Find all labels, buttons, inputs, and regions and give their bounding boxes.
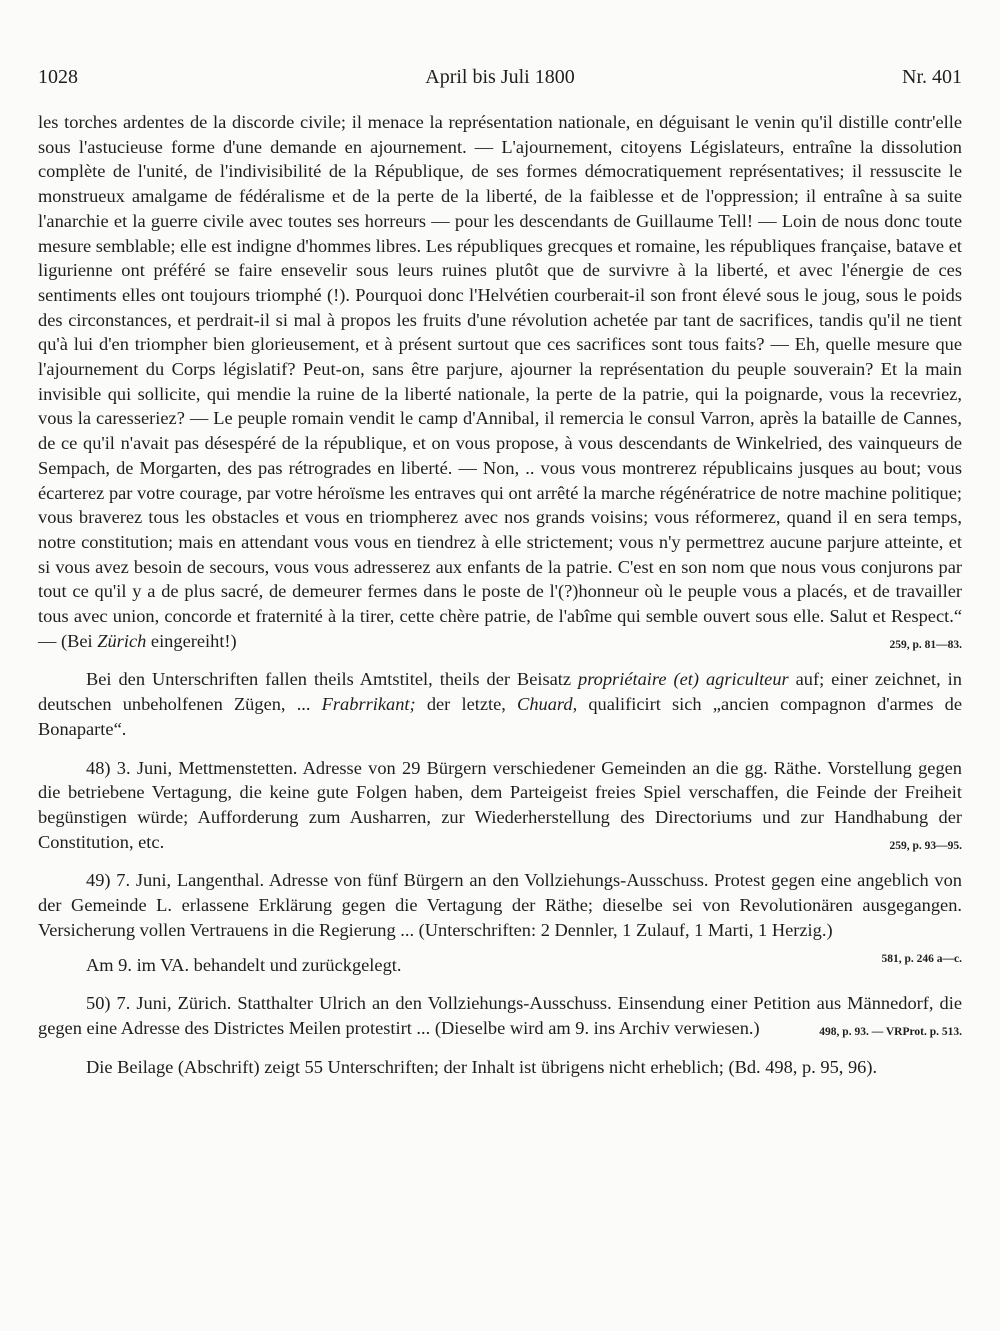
- paragraph-text-end: eingereiht!): [146, 630, 237, 651]
- source-reference: 498, p. 93. — VRProt. p. 513.: [819, 1025, 962, 1038]
- source-reference: 259, p. 81—83.: [889, 638, 962, 651]
- source-reference: 259, p. 93—95.: [889, 839, 962, 852]
- paragraph-text: der letzte,: [415, 694, 518, 715]
- note-text: Die Beilage (Abschrift) zeigt 55 Unterschriften; der Inhalt ist übrigens nicht erheblich; (Bd. 498, p. 95, 96).: [86, 1056, 878, 1077]
- entry-text: 48) 3. Juni, Mettmenstetten. Adresse von 29 Bürgern verschiedener Gemeinden an die gg. Räthe. Vorstellung gegen die betriebene Vertagung, die keine gute Folgen haben, dem Parteigeist freies Spiel verschaffen, die Feinde der Freiheit begünstigen würde; Aufforderung zum Ausharren, zur Wiederherstellung des Directoriums und zur Handhabung der Constitution, etc.: [38, 757, 962, 852]
- place-name: Zürich: [97, 630, 147, 651]
- running-header: [38, 66, 962, 94]
- page-number: 1028: [38, 66, 78, 88]
- note-text: Am 9. im VA. behandelt und zurückgelegt.: [86, 954, 402, 975]
- emphasis-text: Frabrrikant;: [321, 694, 416, 715]
- running-title: April bis Juli 1800: [425, 66, 575, 88]
- paragraph-text: auf; einer zeichnet, in deutschen unbeholfenen Zügen, ...: [38, 669, 962, 715]
- entry-text: 49) 7. Juni, Langenthal. Adresse von fünf Bürgern an den Vollziehungs-Ausschuss. Protest gegen eine angeblich von der Gemeinde L. erlassene Erklärung gegen die Vertagung der Räthe; dieselbe sei von Revolutionären ausgegangen. Versicherung vollen Vertrauens in die Regierung ... (Unterschriften: 2 Dennler, 1 Zulauf, 1 Marti, 1 Herzig.): [38, 870, 962, 940]
- entry-50: [38, 991, 962, 1040]
- entry-49-note: [38, 953, 962, 978]
- letter-continuation-paragraph: [38, 110, 962, 653]
- emphasis-text: propriétaire (et) agriculteur: [578, 669, 789, 690]
- source-reference: 581, p. 246 a—c.: [881, 952, 962, 965]
- entry-48: [38, 756, 962, 855]
- paragraph-text: qualificirt sich „ancien compagnon d'armes de Bonaparte“.: [38, 694, 963, 739]
- emphasis-text: Chuard,: [517, 694, 578, 715]
- entry-text: 50) 7. Juni, Zürich. Statthalter Ulrich an den Vollziehungs-Ausschuss. Einsendung einer Petition aus Männedorf, die gegen eine Adresse des Districtes Meilen protestirt ... (Dieselbe wird am 9. ins Archiv verwiesen.): [38, 993, 962, 1038]
- paragraph-text: Bei den Unterschriften fallen theils Amtstitel, theils der Beisatz: [86, 669, 578, 690]
- entry-50-note: [38, 1055, 962, 1080]
- page-body: [38, 110, 962, 1079]
- paragraph-text: les torches ardentes de la discorde civile; il menace la représentation nationale, en déguisant le venin qu'il distille contr'elle sous l'astucieuse forme d'une demande en ajournement. — L'ajournement, citoyens Législateurs, entraîne la dissolution complète de l'unité, de l'indivisibilité de la République, de ses formes démocratiquement représentatives; il ressuscite le monstrueux amalgame de fédéralisme et de la perte de la liberté, de la faiblesse et de l'oppression; il entraîne à sa suite l'anarchie et la guerre civile avec toutes ses horreurs — pour les descendants de Guillaume Tell! — Loin de nous donc toute mesure semblable; elle est indigne d'hommes libres. Les républiques grecques et romaine, les républiques française, batave et ligurienne ont préféré se faire ensevelir sous leurs ruines plutôt que de survivre à la liberté, et avec l'énergie de ces sentiments elles ont toujours triomphé (!). Pourquoi donc l'Helvétien courberait-il son front élevé sous le joug, sous le poids des circonstances, et perdrait-il si mal à propos les fruits d'une révolution achetée par tant de sacrifices, tandis qu'il ne tient qu'à lui d'en triompher bien glorieusement, et à présent surtout que ces sacrifices sont tous faits? — Eh, quelle mesure que l'ajournement du Corps législatif? Peut-on, sans être parjure, ajourner la représentation du peuple souverain? Et la main invisible qui sollicite, qui mendie la ruine de la liberté nationale, la perte de la patrie, qui la poignarde, vous la recevriez, vous la caresseriez? — Le peuple romain vendit le camp d'Annibal, il remercia le consul Varron, après la bataille de Cannes, de ce qu'il n'avait pas désespéré de la république, et on vous propose, à vous descendants de Winkelried, des vainqueurs de Sempach, de Morgarten, des pas rétrogrades en liberté. — Non, .. vous vous montrerez républicains jusques au bout; vous écarterez par votre courage, par votre héroïsme les entraves qui ont arrêté la marche régénératrice de notre machine politique; vous braverez tous les obstacles et vous en triompherez avec nos grands voisins; vous réformerez, quand il en sera temps, notre constitution; mais en attendant vous vous en tiendrez à elle strictement; vous n'y permettrez aucune parjure atteinte, et si vous avez besoin de secours, vous vous adresserez aux enfants de la patrie. C'est en son nom que nous vous conjurons par tout ce qu'il y a de plus sacré, de demeurer fermes dans le poste de l'(?)honneur où le peuple vous a placés, et de travailler tous avec union, concorde et fraternité à la tirer, cette chère patrie, de l'abîme qui semble ouvert sous elle. Salut et Respect.“ — (Bei: [38, 112, 962, 651]
- document-number: Nr. 401: [902, 66, 962, 88]
- signatures-note-paragraph: [38, 667, 962, 741]
